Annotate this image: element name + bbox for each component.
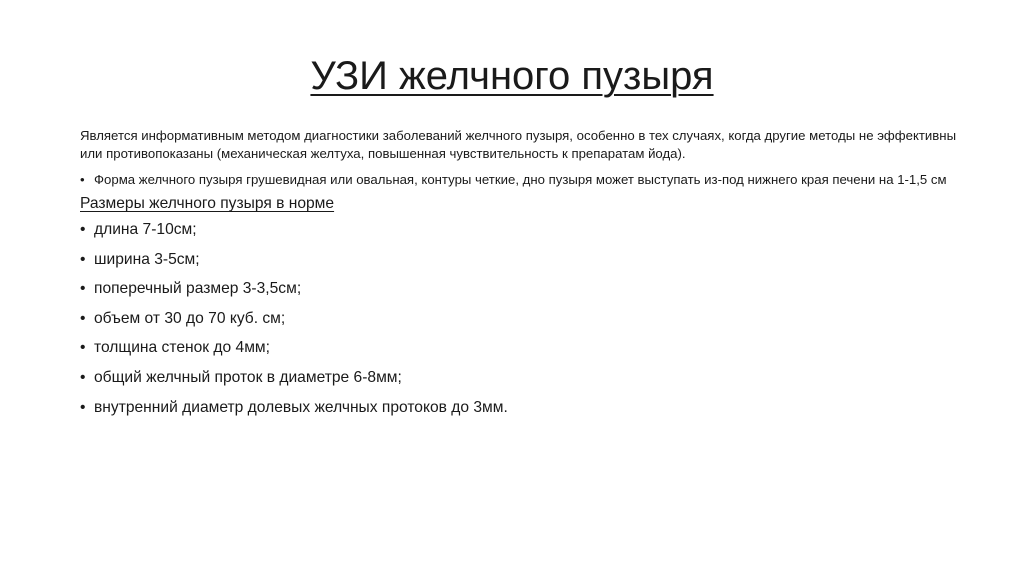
norm-item-text: общий желчный проток в диаметре 6-8мм;: [94, 368, 402, 386]
norm-item: [80, 279, 960, 299]
shape-bullet-text: Форма желчного пузыря грушевидная или овальная, контуры четкие, дно пузыря может выступать из-под нижнего края печени на 1-1,5 см: [94, 172, 947, 187]
bullet-dot: •: [80, 172, 85, 187]
norm-item-text: длина 7-10см;: [94, 221, 197, 238]
intro-paragraph: Является информативным методом диагностики заболеваний желчного пузыря, особенно в тех случаях, когда другие методы не эффективны или противопоказаны (механическая желтуха, повышенная чувствительность к препаратам йода).: [80, 128, 957, 161]
shape-bullet: [80, 171, 960, 188]
slide-title-text: УЗИ желчного пузыря: [310, 54, 714, 98]
norm-item-text: ширина 3-5см;: [94, 250, 200, 268]
norm-item: [80, 250, 960, 270]
norm-item-text: внутренний диаметр долевых желчных протоков до 3мм.: [94, 398, 508, 416]
bullet-dot: •: [80, 309, 86, 327]
bullet-dot: •: [80, 339, 86, 357]
norm-item: [80, 338, 960, 358]
bullet-dot: •: [80, 250, 86, 268]
slide-title: [0, 50, 1024, 102]
norm-item: [80, 398, 960, 418]
norm-item-text: объем от 30 до 70 куб. см;: [94, 309, 286, 327]
norm-item-text: поперечный размер 3-3,5см;: [94, 280, 302, 298]
norm-item: [80, 309, 960, 329]
norms-subheading: Размеры желчного пузыря в норме: [80, 195, 335, 212]
bullet-dot: •: [80, 398, 86, 416]
norm-item: [80, 368, 960, 388]
norm-item: [80, 220, 960, 240]
bullet-dot: •: [80, 280, 86, 298]
norm-item-text: толщина стенок до 4мм;: [94, 339, 270, 357]
bullet-dot: •: [80, 221, 86, 238]
norms-list: [80, 220, 960, 418]
slide-content: [80, 127, 960, 427]
bullet-dot: •: [80, 368, 86, 386]
